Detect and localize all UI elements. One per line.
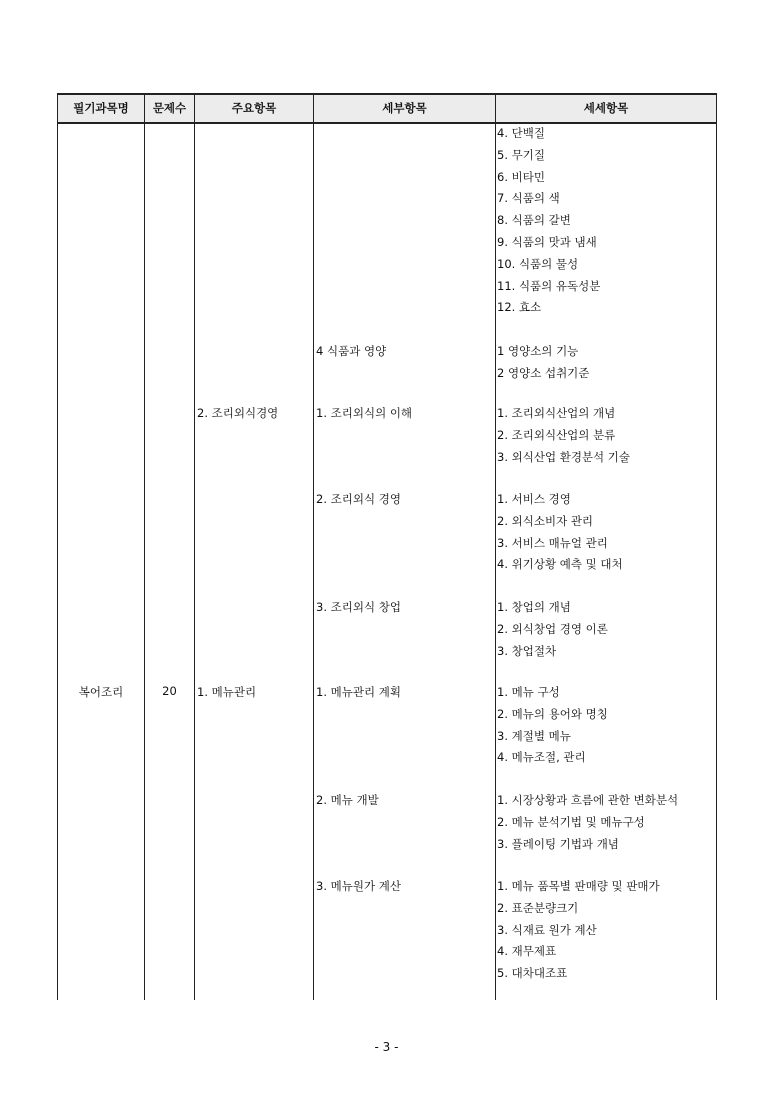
detail-item: 2. 조리외식 경영: [316, 492, 401, 506]
subdetail-item: 2. 메뉴의 용어와 명칭: [497, 706, 608, 721]
subdetail-item: 11. 식품의 유독성분: [497, 278, 601, 293]
detail-item: 3. 메뉴원가 계산: [316, 879, 401, 893]
subdetail-item: 1. 조리외식산업의 개념: [497, 406, 616, 420]
subdetail-item: 1. 서비스 경영: [497, 492, 571, 506]
subdetail-item: 4. 메뉴조절, 관리: [497, 750, 586, 765]
subdetail-item: 1. 시장상황과 흐름에 관한 변화분석: [497, 793, 679, 807]
subdetail-item: 2. 메뉴 분석기법 및 메뉴구성: [497, 814, 645, 829]
header-question-count: 문제수: [152, 101, 187, 115]
subdetail-item: 5. 무기질: [497, 147, 545, 162]
subdetail-item: 12. 효소: [497, 300, 542, 315]
subdetail-item: 3. 식재료 원가 계산: [497, 922, 597, 937]
column-divider-1: [144, 93, 145, 1000]
subdetail-item: 3. 서비스 매뉴얼 관리: [497, 535, 608, 550]
subdetail-item: 2. 표준분량크기: [497, 900, 579, 915]
subdetail-item: 7. 식품의 색: [497, 191, 560, 206]
detail-item: 1. 메뉴관리 계획: [316, 685, 401, 699]
subdetail-item: 5. 대차대조표: [497, 966, 568, 981]
main-item: 2. 조리외식경영: [197, 406, 279, 420]
column-divider-3: [313, 93, 314, 1000]
header-subject: 필기과목명: [73, 101, 129, 115]
subdetail-item: 9. 식품의 맛과 냄새: [497, 235, 597, 249]
subdetail-item: 1. 메뉴 구성: [497, 685, 560, 699]
subdetail-item: 4. 위기상황 예측 및 대처: [497, 557, 623, 572]
subdetail-item: 3. 창업절차: [497, 643, 557, 658]
subdetail-item: 2 영양소 섭취기준: [497, 365, 590, 380]
detail-item: 2. 메뉴 개발: [316, 793, 379, 807]
subdetail-item: 3. 외식산업 환경분석 기술: [497, 449, 631, 464]
detail-item: 3. 조리외식 창업: [316, 600, 401, 614]
header-subdetail-items: 세세항목: [583, 101, 629, 115]
subdetail-item: 2. 외식소비자 관리: [497, 513, 594, 528]
subdetail-item: 2. 조리외식산업의 분류: [497, 427, 616, 442]
table-right-border: [716, 93, 717, 1000]
header-detail-items: 세부항목: [382, 101, 427, 115]
detail-item: 1. 조리외식의 이해: [316, 406, 413, 420]
table-left-border: [57, 93, 58, 1000]
subdetail-item: 4. 단백질: [497, 126, 545, 140]
subdetail-item: 10. 식품의 물성: [497, 256, 579, 271]
subdetail-item: 3. 플레이팅 기법과 개념: [497, 836, 619, 851]
subdetail-item: 3. 계절별 메뉴: [497, 728, 571, 743]
question-count: 20: [162, 684, 177, 698]
subdetail-item: 1. 창업의 개념: [497, 600, 571, 614]
column-divider-2: [194, 93, 195, 1000]
subdetail-item: 8. 식품의 갈변: [497, 213, 571, 228]
column-divider-4: [495, 93, 496, 1000]
subdetail-item: 1. 메뉴 품목별 판매량 및 판매가: [497, 879, 660, 893]
header-main-items: 주요항목: [231, 101, 277, 115]
subdetail-item: 4. 재무제표: [497, 944, 557, 959]
main-item: 1. 메뉴관리: [197, 685, 257, 699]
subject-name: 복어조리: [78, 685, 124, 699]
subdetail-item: 1 영양소의 기능: [497, 344, 579, 358]
subdetail-item: 6. 비타민: [497, 169, 545, 184]
subdetail-item: 2. 외식창업 경영 이론: [497, 621, 608, 636]
page-number: - 3 -: [374, 1040, 399, 1054]
detail-item: 4 식품과 영양: [316, 344, 387, 358]
